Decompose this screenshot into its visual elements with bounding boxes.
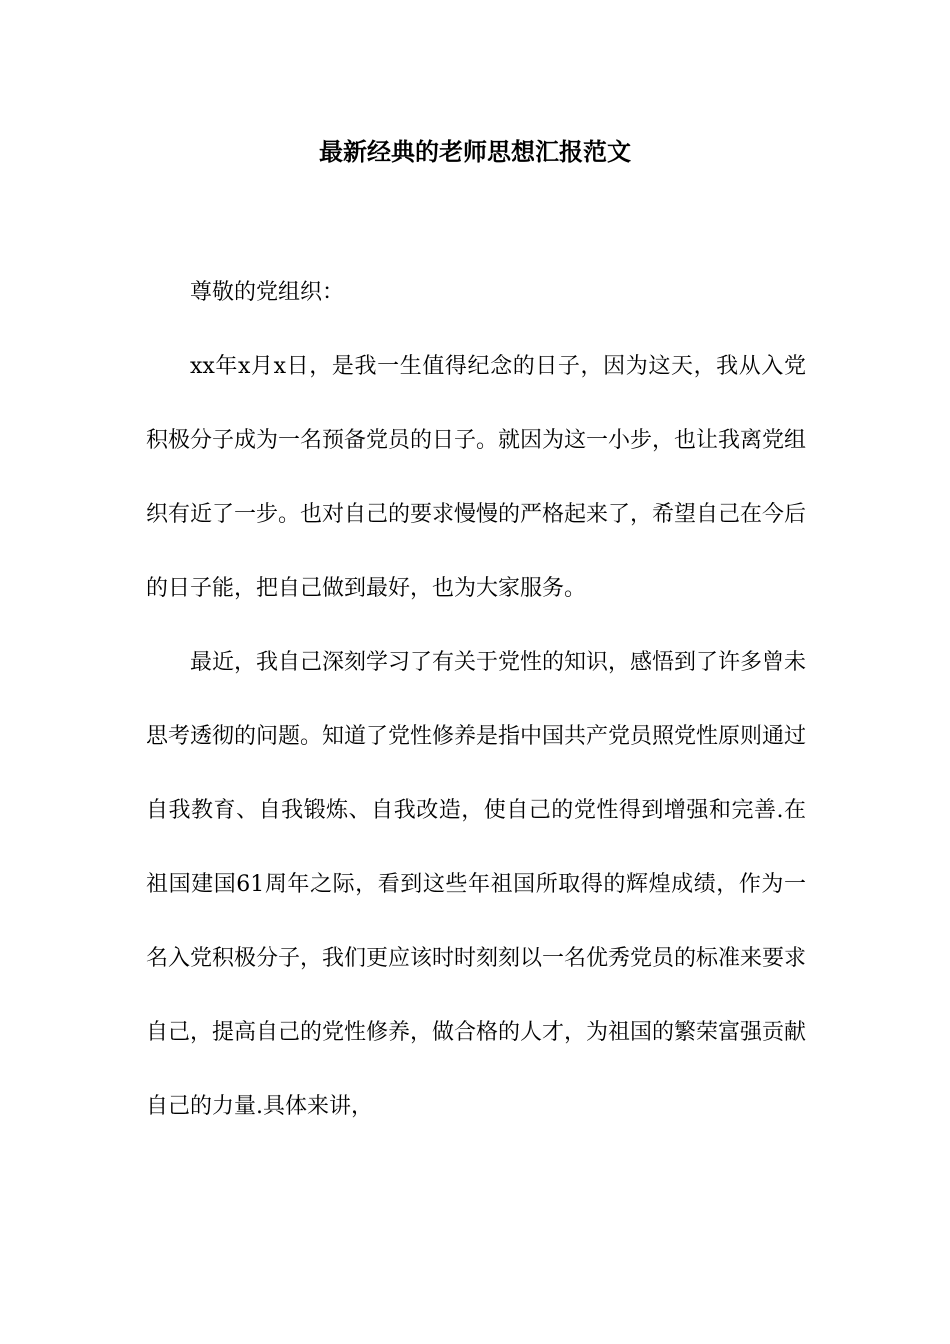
paragraph-1: xx年x月x日，是我一生值得纪念的日子，因为这天，我从入党积极分子成为一名预备党员的日子。就因为这一小步，也让我离党组织有近了一步。也对自己的要求慢慢的严格起来了，希望自己在今后的日子能，把自己做到最好，也为大家服务。 (146, 354, 807, 601)
document-title: 最新经典的老师思想汇报范文 (319, 138, 631, 166)
document-body (146, 256, 806, 1144)
salutation: 尊敬的党组织： (190, 280, 345, 305)
paragraph-2: 最近，我自己深刻学习了有关于党性的知识，感悟到了许多曾未思考透彻的问题。知道了党性修养是指中国共产党员照党性原则通过自我教育、自我锻炼、自我改造，使自己的党性得到增强和完善.在祖国建国61周年之际，看到这些年祖国所取得的辉煌成绩，作为一名入党积极分子，我们更应该时时刻刻以一名优秀党员的标准来要求自己，提高自己的党性修养，做合格的人才，为祖国的繁荣富强贡献自己的力量.具体来讲， (146, 650, 807, 1119)
